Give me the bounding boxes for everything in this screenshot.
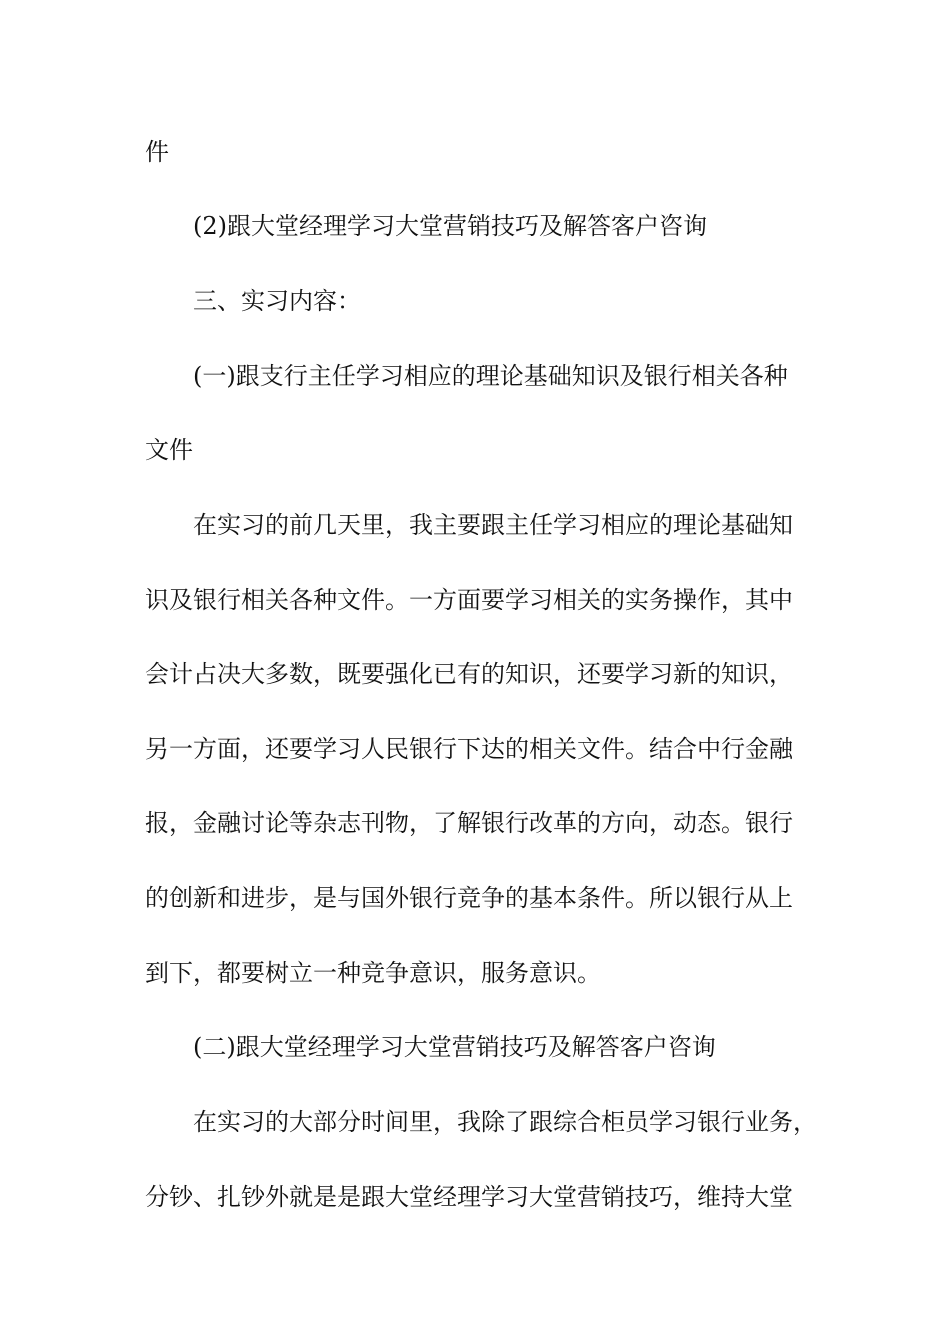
subsection-heading: (一)跟支行主任学习相应的理论基础知识及银行相关各种 xyxy=(193,362,788,390)
subsection-heading: (二)跟大堂经理学习大堂营销技巧及解答客户咨询 xyxy=(193,1033,716,1061)
paragraph-line: 会计占决大多数，既要强化已有的知识，还要学习新的知识， xyxy=(145,660,793,688)
text-line: 件 xyxy=(145,138,169,166)
paragraph-line: 到下，都要树立一种竞争意识，服务意识。 xyxy=(145,959,601,987)
paragraph-line: 在实习的大部分时间里，我除了跟综合柜员学习银行业务， xyxy=(193,1108,817,1136)
paragraph-line: 报，金融讨论等杂志刊物，了解银行改革的方向，动态。银行 xyxy=(145,809,793,837)
paragraph-line: 在实习的前几天里，我主要跟主任学习相应的理论基础知 xyxy=(193,511,793,539)
paragraph-line: 的创新和进步，是与国外银行竞争的基本条件。所以银行从上 xyxy=(145,884,793,912)
text-line: 文件 xyxy=(145,436,193,464)
paragraph-line: 另一方面，还要学习人民银行下达的相关文件。结合中行金融 xyxy=(145,735,793,763)
text-line: (2)跟大堂经理学习大堂营销技巧及解答客户咨询 xyxy=(193,212,707,240)
section-heading: 三、实习内容： xyxy=(193,287,361,315)
paragraph-line: 识及银行相关各种文件。一方面要学习相关的实务操作，其中 xyxy=(145,586,793,614)
paragraph-line: 分钞、扎钞外就是是跟大堂经理学习大堂营销技巧，维持大堂 xyxy=(145,1183,793,1211)
